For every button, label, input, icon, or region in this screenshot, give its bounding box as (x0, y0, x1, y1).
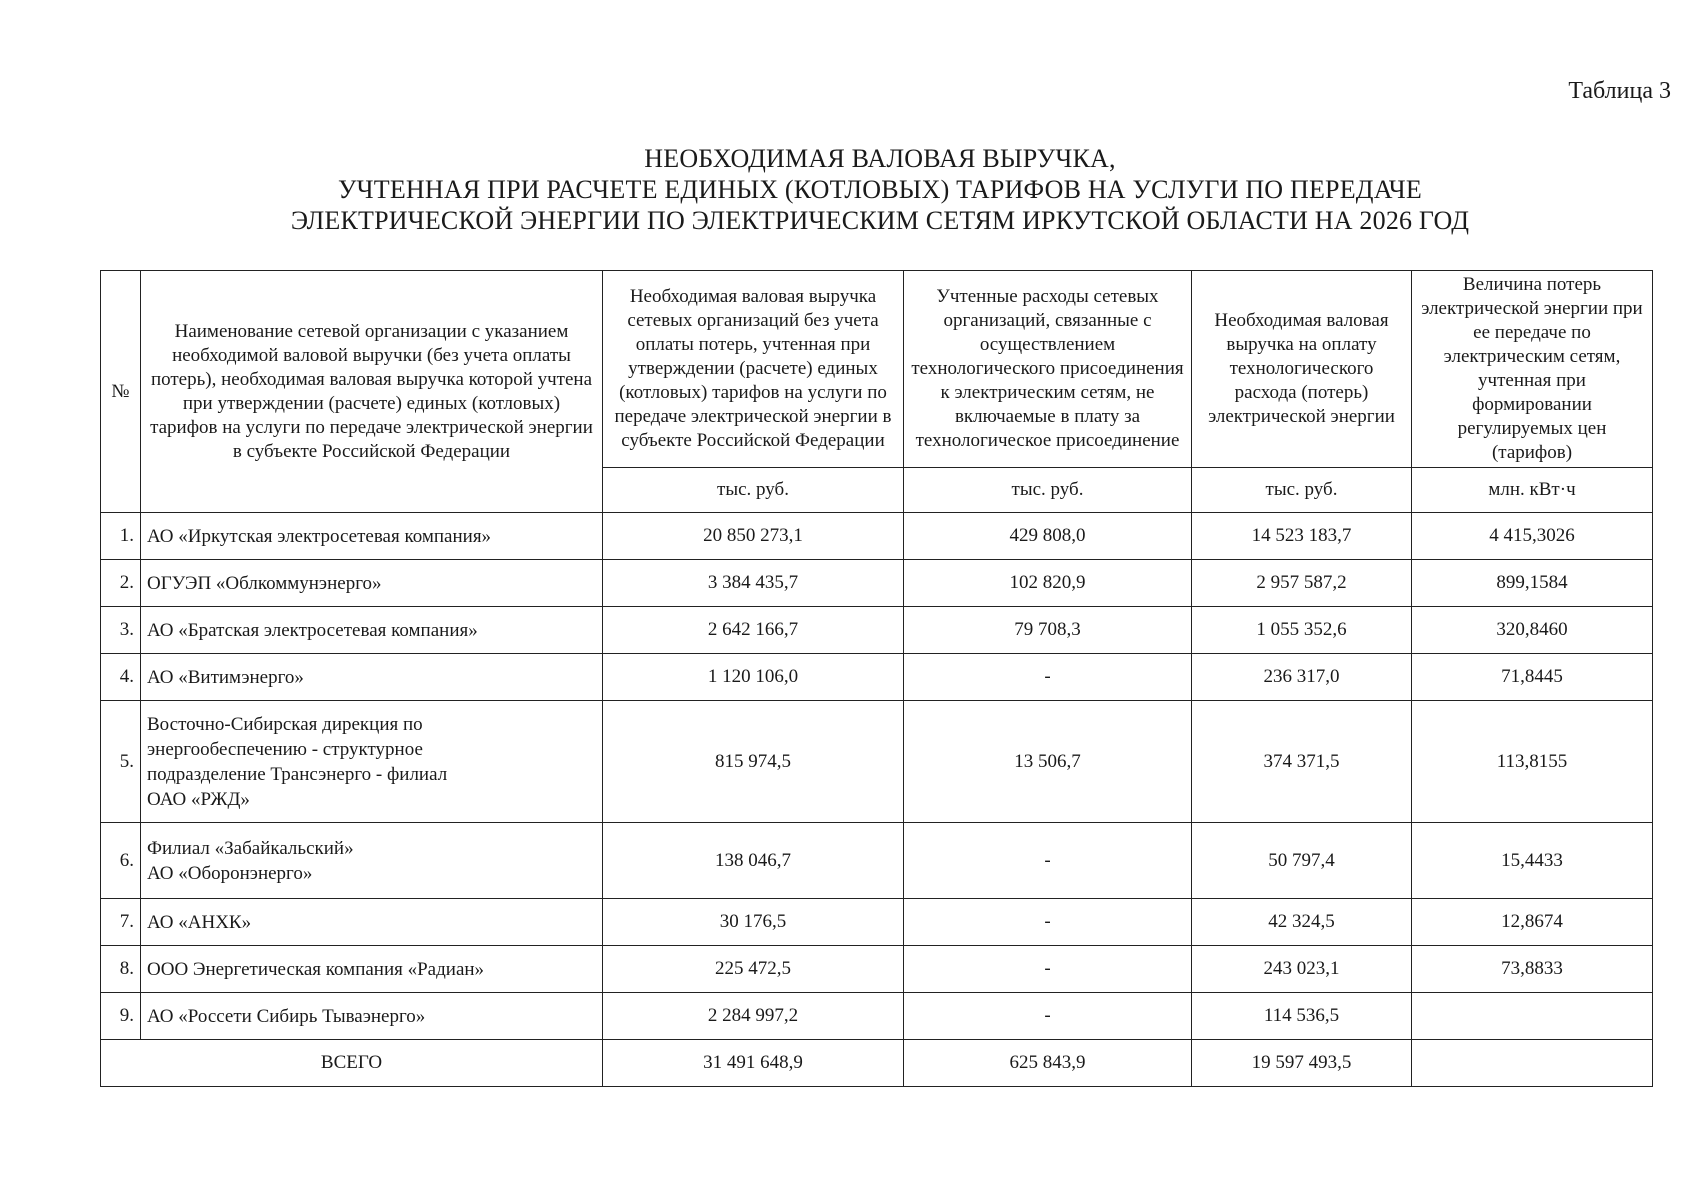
row-num: 7. (101, 899, 141, 946)
table-row (101, 513, 1653, 560)
unit-col4: млн. кВт·ч (1412, 468, 1653, 513)
table-row (101, 701, 1653, 823)
header-row (101, 271, 1653, 468)
header-org-name: Наименование сетевой организации с указанием необходимой валовой выручки (без учета оплаты потерь), необходимая валовая выручка которой учтена при утверждении (расчете) единых (котловых) тарифов на услуги по передаче электрической энергии в субъекте Российской Федерации (141, 271, 603, 513)
header-tech-connection-costs: Учтенные расходы сетевых организаций, связанные с осуществлением технологического присоединения к электрическим сетям, не включаемые в плату за технологическое присоединение (904, 271, 1192, 468)
header-energy-losses: Величина потерь электрической энергии при ее передаче по электрическим сетям, учтенная при формировании регулируемых цен (тарифов) (1412, 271, 1653, 468)
energy-losses: 899,1584 (1412, 560, 1653, 607)
gross-revenue: 815 974,5 (603, 701, 904, 823)
loss-payment: 1 055 352,6 (1192, 607, 1412, 654)
table-row (101, 607, 1653, 654)
org-name-line: ОАО «РЖД» (147, 788, 250, 810)
total-loss-payment: 19 597 493,5 (1192, 1040, 1412, 1087)
org-name-line: энергообеспечению - структурное (147, 738, 423, 760)
row-num: 4. (101, 654, 141, 701)
org-name-line: Восточно-Сибирская дирекция по (147, 713, 423, 735)
table-number-label: Таблица 3 (1568, 78, 1671, 104)
tech-connection-costs: 102 820,9 (904, 560, 1192, 607)
org-name-line: подразделение Трансэнерго - филиал (147, 763, 448, 785)
unit-col1: тыс. руб. (603, 468, 904, 513)
tech-connection-costs: - (904, 899, 1192, 946)
title-line-3: ЭЛЕКТРИЧЕСКОЙ ЭНЕРГИИ ПО ЭЛЕКТРИЧЕСКИМ СЕТЯМ ИРКУТСКОЙ ОБЛАСТИ НА 2026 ГОД (290, 206, 1470, 235)
gross-revenue: 2 284 997,2 (603, 993, 904, 1040)
energy-losses (1412, 993, 1653, 1040)
table-row (101, 654, 1653, 701)
row-num: 1. (101, 513, 141, 560)
row-num: 8. (101, 946, 141, 993)
energy-losses: 71,8445 (1412, 654, 1653, 701)
row-num: 2. (101, 560, 141, 607)
org-name: АО «Россети Сибирь Тываэнерго» (141, 993, 603, 1040)
unit-col3: тыс. руб. (1192, 468, 1412, 513)
gross-revenue: 2 642 166,7 (603, 607, 904, 654)
org-name-line: АО «Оборонэнерго» (147, 862, 313, 884)
loss-payment: 243 023,1 (1192, 946, 1412, 993)
table-row (101, 993, 1653, 1040)
row-num: 9. (101, 993, 141, 1040)
loss-payment: 114 536,5 (1192, 993, 1412, 1040)
org-name: ООО Энергетическая компания «Радиан» (141, 946, 603, 993)
gross-revenue: 225 472,5 (603, 946, 904, 993)
tech-connection-costs: - (904, 654, 1192, 701)
org-name (141, 701, 603, 823)
gross-revenue: 3 384 435,7 (603, 560, 904, 607)
tech-connection-costs: 429 808,0 (904, 513, 1192, 560)
org-name: АО «Витимэнерго» (141, 654, 603, 701)
total-label: ВСЕГО (101, 1040, 603, 1087)
tech-connection-costs: - (904, 823, 1192, 899)
energy-losses: 15,4433 (1412, 823, 1653, 899)
document-title (180, 143, 1580, 236)
table-row (101, 560, 1653, 607)
org-name: АО «Братская электросетевая компания» (141, 607, 603, 654)
table-row (101, 899, 1653, 946)
loss-payment: 14 523 183,7 (1192, 513, 1412, 560)
row-num: 5. (101, 701, 141, 823)
row-num: 3. (101, 607, 141, 654)
org-name: АО «АНХК» (141, 899, 603, 946)
tariff-table (100, 270, 1653, 1087)
tech-connection-costs: 79 708,3 (904, 607, 1192, 654)
org-name (141, 823, 603, 899)
gross-revenue: 30 176,5 (603, 899, 904, 946)
title-line-1: НЕОБХОДИМАЯ ВАЛОВАЯ ВЫРУЧКА, (644, 144, 1116, 173)
gross-revenue: 20 850 273,1 (603, 513, 904, 560)
energy-losses: 12,8674 (1412, 899, 1653, 946)
header-loss-payment: Необходимая валовая выручка на оплату технологического расхода (потерь) электрической энергии (1192, 271, 1412, 468)
total-energy-losses (1412, 1040, 1653, 1087)
header-gross-revenue: Необходимая валовая выручка сетевых организаций без учета оплаты потерь, учтенная при утверждении (расчете) единых (котловых) тарифов на услуги по передаче электрической энергии в субъекте Российской Федерации (603, 271, 904, 468)
loss-payment: 2 957 587,2 (1192, 560, 1412, 607)
table-row (101, 823, 1653, 899)
org-name: ОГУЭП «Облкоммунэнерго» (141, 560, 603, 607)
loss-payment: 42 324,5 (1192, 899, 1412, 946)
table-row (101, 946, 1653, 993)
org-name-line: Филиал «Забайкальский» (147, 837, 354, 859)
energy-losses: 4 415,3026 (1412, 513, 1653, 560)
title-line-2: УЧТЕННАЯ ПРИ РАСЧЕТЕ ЕДИНЫХ (КОТЛОВЫХ) ТАРИФОВ НА УСЛУГИ ПО ПЕРЕДАЧЕ (338, 175, 1422, 204)
gross-revenue: 138 046,7 (603, 823, 904, 899)
energy-losses: 113,8155 (1412, 701, 1653, 823)
tech-connection-costs: - (904, 993, 1192, 1040)
energy-losses: 73,8833 (1412, 946, 1653, 993)
loss-payment: 236 317,0 (1192, 654, 1412, 701)
org-name: АО «Иркутская электросетевая компания» (141, 513, 603, 560)
gross-revenue: 1 120 106,0 (603, 654, 904, 701)
loss-payment: 50 797,4 (1192, 823, 1412, 899)
unit-col2: тыс. руб. (904, 468, 1192, 513)
header-num: № (101, 271, 141, 513)
tech-connection-costs: 13 506,7 (904, 701, 1192, 823)
row-num: 6. (101, 823, 141, 899)
loss-payment: 374 371,5 (1192, 701, 1412, 823)
energy-losses: 320,8460 (1412, 607, 1653, 654)
total-gross-revenue: 31 491 648,9 (603, 1040, 904, 1087)
total-tech-connection-costs: 625 843,9 (904, 1040, 1192, 1087)
total-row (101, 1040, 1653, 1087)
tech-connection-costs: - (904, 946, 1192, 993)
